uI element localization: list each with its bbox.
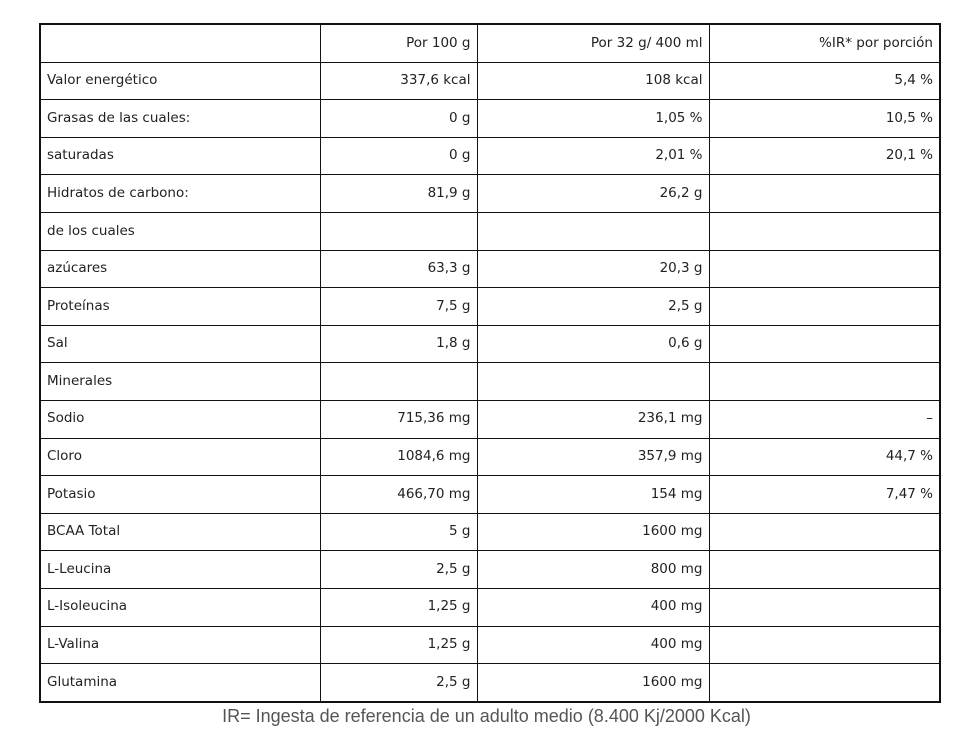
cell-per-100g: 466,70 mg <box>320 476 477 514</box>
table-row <box>40 250 940 288</box>
cell-per-100g: 0 g <box>320 100 477 138</box>
table-row <box>40 400 940 438</box>
header-cell-ir-percent: %IR* por porción <box>709 24 940 62</box>
cell-per-100g: 1,25 g <box>320 588 477 626</box>
cell-per-100g: 5 g <box>320 513 477 551</box>
cell-nutrient: Proteínas <box>40 288 320 326</box>
table-row <box>40 476 940 514</box>
cell-ir-percent: 44,7 % <box>709 438 940 476</box>
table-row <box>40 175 940 213</box>
cell-nutrient: Valor energético <box>40 62 320 100</box>
cell-per-serving: 1600 mg <box>477 513 709 551</box>
cell-ir-percent <box>709 363 940 401</box>
table-row <box>40 325 940 363</box>
cell-per-serving: 1,05 % <box>477 100 709 138</box>
cell-per-100g: 1084,6 mg <box>320 438 477 476</box>
table-row <box>40 363 940 401</box>
cell-per-100g: 1,25 g <box>320 626 477 664</box>
cell-ir-percent <box>709 626 940 664</box>
cell-nutrient: de los cuales <box>40 212 320 250</box>
cell-ir-percent: 20,1 % <box>709 137 940 175</box>
cell-nutrient: Cloro <box>40 438 320 476</box>
cell-per-serving: 2,01 % <box>477 137 709 175</box>
table-row <box>40 288 940 326</box>
cell-per-100g: 1,8 g <box>320 325 477 363</box>
cell-per-100g: 63,3 g <box>320 250 477 288</box>
cell-per-serving: 236,1 mg <box>477 400 709 438</box>
cell-ir-percent <box>709 588 940 626</box>
cell-per-serving <box>477 363 709 401</box>
footnote: IR= Ingesta de referencia de un adulto medio (8.400 Kj/2000 Kcal) <box>222 706 751 726</box>
table-row <box>40 664 940 702</box>
table-row <box>40 438 940 476</box>
cell-ir-percent <box>709 250 940 288</box>
cell-ir-percent <box>709 288 940 326</box>
cell-per-serving: 800 mg <box>477 551 709 589</box>
cell-nutrient: saturadas <box>40 137 320 175</box>
cell-per-serving: 357,9 mg <box>477 438 709 476</box>
table-row <box>40 62 940 100</box>
cell-ir-percent: 5,4 % <box>709 62 940 100</box>
table-row <box>40 626 940 664</box>
table-row <box>40 588 940 626</box>
cell-nutrient: Sal <box>40 325 320 363</box>
table-row <box>40 212 940 250</box>
cell-per-100g: 2,5 g <box>320 664 477 702</box>
table-row <box>40 551 940 589</box>
cell-per-serving: 400 mg <box>477 588 709 626</box>
cell-nutrient: Grasas de las cuales: <box>40 100 320 138</box>
cell-nutrient: Hidratos de carbono: <box>40 175 320 213</box>
cell-nutrient: Minerales <box>40 363 320 401</box>
cell-per-serving <box>477 212 709 250</box>
cell-ir-percent <box>709 325 940 363</box>
cell-ir-percent <box>709 551 940 589</box>
cell-per-serving: 400 mg <box>477 626 709 664</box>
cell-per-serving: 154 mg <box>477 476 709 514</box>
cell-per-100g <box>320 363 477 401</box>
cell-per-serving: 2,5 g <box>477 288 709 326</box>
cell-per-100g: 0 g <box>320 137 477 175</box>
table-row <box>40 100 940 138</box>
cell-per-100g: 715,36 mg <box>320 400 477 438</box>
cell-nutrient: L-Valina <box>40 626 320 664</box>
header-cell-nutrient <box>40 24 320 62</box>
cell-per-serving: 0,6 g <box>477 325 709 363</box>
cell-nutrient: Potasio <box>40 476 320 514</box>
header-cell-per-serving: Por 32 g/ 400 ml <box>477 24 709 62</box>
cell-nutrient: L-Isoleucina <box>40 588 320 626</box>
cell-ir-percent: 7,47 % <box>709 476 940 514</box>
cell-ir-percent <box>709 212 940 250</box>
cell-per-100g: 81,9 g <box>320 175 477 213</box>
cell-per-100g: 2,5 g <box>320 551 477 589</box>
cell-nutrient: azúcares <box>40 250 320 288</box>
nutrition-table <box>39 23 941 703</box>
cell-ir-percent <box>709 664 940 702</box>
cell-per-serving: 26,2 g <box>477 175 709 213</box>
cell-per-100g <box>320 212 477 250</box>
table-row <box>40 137 940 175</box>
cell-nutrient: Glutamina <box>40 664 320 702</box>
nutrition-table-body <box>40 24 940 702</box>
cell-per-serving: 108 kcal <box>477 62 709 100</box>
cell-nutrient: BCAA Total <box>40 513 320 551</box>
cell-nutrient: L-Leucina <box>40 551 320 589</box>
table-row <box>40 513 940 551</box>
cell-per-100g: 7,5 g <box>320 288 477 326</box>
cell-ir-percent <box>709 513 940 551</box>
cell-per-100g: 337,6 kcal <box>320 62 477 100</box>
table-header-row <box>40 24 940 62</box>
cell-per-serving: 1600 mg <box>477 664 709 702</box>
cell-ir-percent: – <box>709 400 940 438</box>
cell-ir-percent: 10,5 % <box>709 100 940 138</box>
cell-nutrient: Sodio <box>40 400 320 438</box>
header-cell-per-100g: Por 100 g <box>320 24 477 62</box>
cell-ir-percent <box>709 175 940 213</box>
cell-per-serving: 20,3 g <box>477 250 709 288</box>
